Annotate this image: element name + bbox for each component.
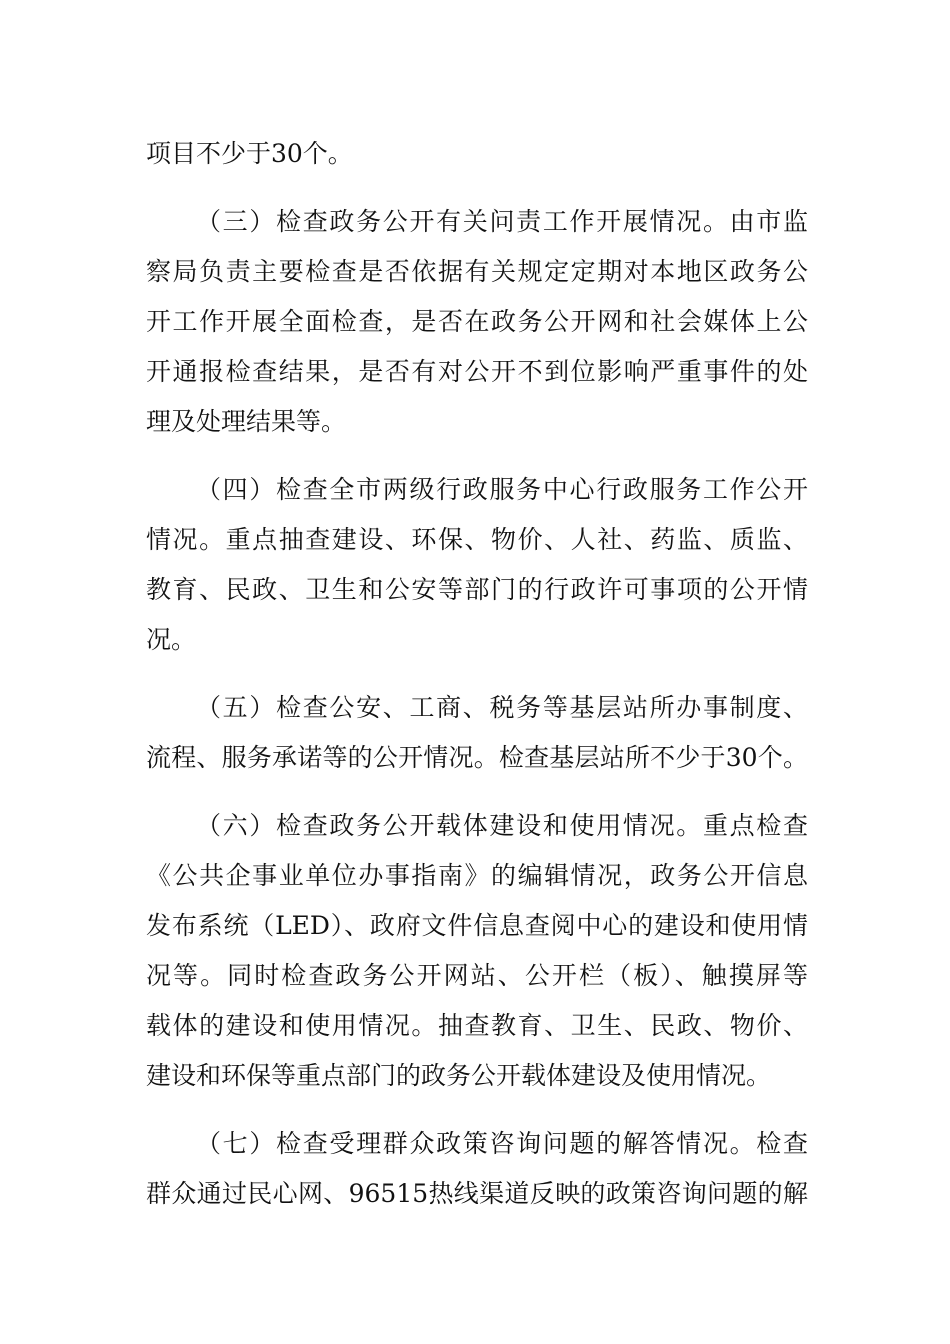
text-line: 流程、服务承诺等的公开情况。检查基层站所不少于30个。 [146, 743, 808, 772]
text-line: 建设和环保等重点部门的政务公开载体建设及使用情况。 [146, 1061, 772, 1090]
text-line: 开通报检查结果，是否有对公开不到位影响严重事件的处 [146, 357, 808, 386]
text-line: 开工作开展全面检查，是否在政务公开网和社会媒体上公 [146, 307, 808, 336]
text-line: 群众通过民心网、96515热线渠道反映的政策咨询问题的解 [146, 1179, 808, 1208]
text-line: 察局负责主要检查是否依据有关规定定期对本地区政务公 [146, 257, 808, 286]
section-heading-7: （七）检查受理群众政策咨询问题的解答情况。检查 [196, 1129, 808, 1158]
text-line: 情况。重点抽查建设、环保、物价、人社、药监、质监、 [146, 525, 808, 554]
text-line: 发布系统（LED）、政府文件信息查阅中心的建设和使用情 [146, 911, 808, 940]
section-heading-6: （六）检查政务公开载体建设和使用情况。重点检查 [196, 811, 808, 840]
text-line: 教育、民政、卫生和公安等部门的行政许可事项的公开情 [146, 575, 808, 604]
text-line: 项目不少于30个。 [146, 139, 353, 168]
section-heading-4: （四）检查全市两级行政服务中心行政服务工作公开 [196, 475, 808, 504]
section-heading-3: （三）检查政务公开有关问责工作开展情况。由市监 [196, 207, 808, 236]
section-heading-5: （五）检查公安、工商、税务等基层站所办事制度、 [196, 693, 808, 722]
text-line: 况等。同时检查政务公开网站、公开栏（板）、触摸屏等 [146, 961, 808, 990]
text-line: 理及处理结果等。 [146, 407, 347, 436]
text-line: 载体的建设和使用情况。抽查教育、卫生、民政、物价、 [146, 1011, 808, 1040]
text-line: 《公共企事业单位办事指南》的编辑情况，政务公开信息 [146, 861, 808, 890]
text-line: 况。 [146, 625, 197, 654]
